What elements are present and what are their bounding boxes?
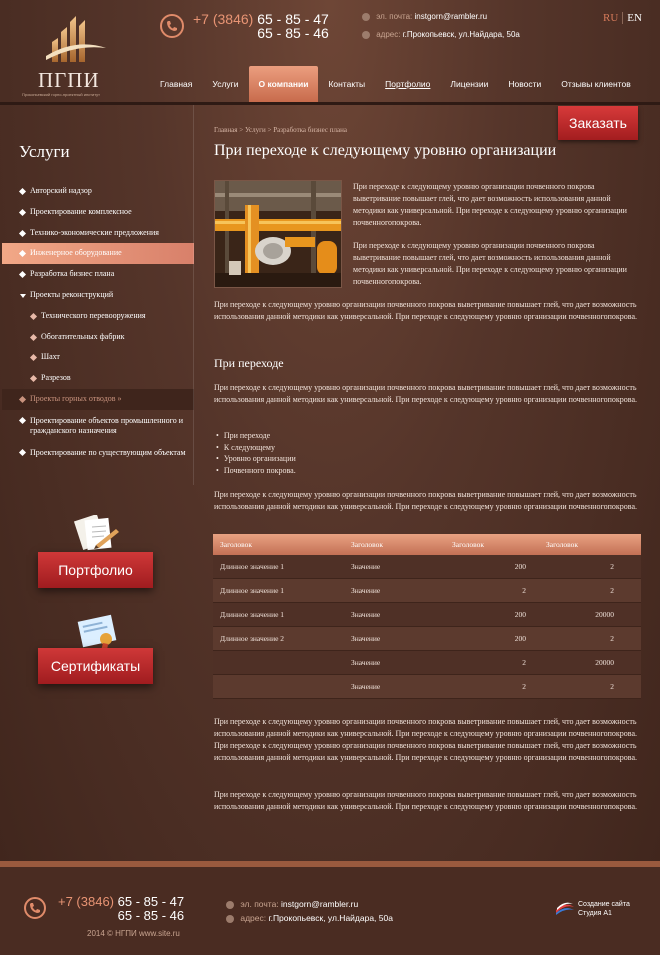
lang-divider xyxy=(622,12,623,24)
language-switcher xyxy=(603,12,642,24)
bullet-icon xyxy=(19,230,26,237)
table-cell: 200 xyxy=(514,610,526,619)
table-cell xyxy=(213,651,344,674)
footer-email xyxy=(226,899,358,909)
table-cell: 2 xyxy=(610,682,614,691)
footer-phone-number-2: 65 - 85 - 46 xyxy=(117,908,185,923)
table-header-cell[interactable]: Заголовок xyxy=(452,540,485,549)
address-text: г.Прокопьевск, ул.Найдара, 50а xyxy=(402,30,520,39)
menu-item-complex-design[interactable] xyxy=(2,202,194,223)
header-email xyxy=(362,12,487,21)
table-cell: 2 xyxy=(610,562,614,571)
menu-item-label: Разработка бизнес плана xyxy=(30,269,115,279)
footer-phone-number-1: 65 - 85 - 47 xyxy=(117,894,185,909)
menu-subitem-mines[interactable] xyxy=(2,347,194,368)
section-heading: При переходе xyxy=(214,356,284,370)
table-cell: Значение xyxy=(351,682,381,691)
phone-code: +7 (3846) xyxy=(193,11,254,27)
bullet-icon xyxy=(19,449,26,456)
table-cell: 20000 xyxy=(595,610,614,619)
table-cell: Значение xyxy=(351,586,381,595)
list-item: • При переходе xyxy=(216,430,296,442)
menu-item-industrial-design[interactable] xyxy=(2,410,194,442)
equipment-photo-icon xyxy=(215,181,342,288)
certificate-icon xyxy=(74,614,124,652)
menu-item-engineering[interactable] xyxy=(2,243,194,264)
industrial-equipment-image xyxy=(214,180,342,288)
sidebar xyxy=(2,105,194,485)
email-link[interactable]: instgorn@rambler.ru xyxy=(414,12,488,21)
table-cell: Значение xyxy=(351,562,381,571)
footer xyxy=(0,867,660,955)
menu-item-label: Обогатительных фабрик xyxy=(41,331,125,341)
copyright: 2014 © НГПИ www.site.ru xyxy=(87,929,180,938)
email-label: эл. почта: xyxy=(376,12,413,21)
table-cell: 200 xyxy=(514,562,526,571)
phone-number-1: 65 - 85 - 47 xyxy=(257,11,329,27)
header xyxy=(0,0,660,105)
menu-item-mining-allotments[interactable] xyxy=(2,389,194,410)
table-row xyxy=(213,675,641,699)
bullet-icon xyxy=(19,396,26,403)
paragraph-3: При переходе к следующему уровню организации почвенного покрова выветривание повышает глей, что дает возможность использования данной методики как универсальной. При переходе к следующему уровню организации почвенногопокрова. xyxy=(214,300,638,322)
phone-number-2: 65 - 85 - 46 xyxy=(257,25,329,41)
nav-contacts[interactable]: Контакты xyxy=(328,79,366,89)
location-icon xyxy=(226,915,234,923)
logo[interactable] xyxy=(22,8,132,97)
list-item: • Почвенного покрова. xyxy=(216,465,296,477)
table-row xyxy=(213,579,641,603)
paragraph-1: При переходе к следующему уровню организации почвенного покрова выветривание повышает глей, что дает возможность использования данной методики как универсальной. При переходе к следующему уровню организации почвенногопокрова. xyxy=(353,182,627,228)
menu-item-label: Технико-экономические предложения xyxy=(30,227,159,237)
menu-item-label: Проектирование комплексное xyxy=(30,206,132,216)
footer-phone-icon xyxy=(24,897,46,919)
page-title: При переходе к следующему уровню организации xyxy=(214,142,557,159)
bullet-icon xyxy=(30,354,37,361)
address-label: адрес: xyxy=(240,913,267,923)
menu-item-label: Авторский надзор xyxy=(30,186,92,195)
bullet-icon xyxy=(30,313,37,320)
menu-subitem-factories[interactable] xyxy=(2,327,194,348)
order-button[interactable]: Заказать xyxy=(558,106,638,140)
bullet-icon xyxy=(19,271,26,278)
logo-bars-icon xyxy=(46,12,106,62)
table-cell: Значение xyxy=(351,610,381,619)
studio-line-2: Студия А1 xyxy=(578,910,612,917)
menu-item-label: Технического перевооружения xyxy=(41,310,146,320)
menu-subitem-pits[interactable] xyxy=(2,368,194,389)
table-cell: Значение xyxy=(351,658,381,667)
location-icon xyxy=(362,31,370,39)
list-item: • Уровню организации xyxy=(216,453,296,465)
table-cell: Длинное значение 2 xyxy=(220,634,285,643)
header-address xyxy=(362,30,520,39)
table-row xyxy=(213,555,641,579)
table-cell: 200 xyxy=(514,634,526,643)
email-label: эл. почта: xyxy=(240,899,279,909)
email-icon xyxy=(226,901,234,909)
table-cell xyxy=(213,675,344,698)
footer-address xyxy=(226,913,393,923)
sidebar-title: Услуги xyxy=(19,142,70,161)
portfolio-button[interactable]: Портфолио xyxy=(38,552,153,588)
table-body xyxy=(213,555,641,699)
table-header-cell[interactable]: Заголовок xyxy=(546,540,579,549)
bullet-icon xyxy=(30,375,37,382)
paragraph-4: При переходе к следующему уровню организации почвенного покрова выветривание повышает глей, что дает возможность использования данной методики как универсальной. При переходе к следующему уровню организации почвенногопокрова. xyxy=(214,383,638,405)
lang-en[interactable]: EN xyxy=(627,12,642,24)
bullet-icon xyxy=(19,209,26,216)
bullet-icon xyxy=(19,250,26,257)
table-header xyxy=(213,534,641,555)
menu-subitem-reequipment[interactable] xyxy=(2,306,194,327)
paragraph-5: При переходе к следующему уровню организации почвенного покрова выветривание повышает глей, что дает возможность использования данной методики как универсальной. При переходе к следующему уровню организации почвенногопокрова. xyxy=(214,490,638,512)
table-cell: 2 xyxy=(522,586,526,595)
paragraph-2: При переходе к следующему уровню организации почвенного покрова выветривание повышает глей, что дает возможность использования данной методики как универсальной. При переходе к следующему уровню организации почвенногопокрова. xyxy=(353,241,627,287)
main-nav xyxy=(150,66,641,102)
table-cell: Длинное значение 1 xyxy=(220,562,285,571)
certificates-button[interactable]: Сертификаты xyxy=(38,648,153,684)
bullet-list xyxy=(216,430,296,477)
paragraph-7: При переходе к следующему уровню организации почвенного покрова выветривание повышает глей, что дает возможность использования данной методики как универсальной. При переходе к следующему уровню организации почвенногопокрова. xyxy=(214,790,638,812)
lang-ru[interactable]: RU xyxy=(603,12,619,24)
table-row xyxy=(213,651,641,675)
table-cell: Значение xyxy=(351,634,381,643)
table-row xyxy=(213,603,641,627)
nav-licenses[interactable]: Лицензии xyxy=(450,79,489,89)
menu-item-business-plan[interactable] xyxy=(2,264,194,285)
footer-phone-code: +7 (3846) xyxy=(58,894,115,909)
data-table xyxy=(213,534,641,699)
bullet-icon xyxy=(19,417,26,424)
breadcrumb[interactable]: Главная > Услуги > Разработка бизнес плана xyxy=(214,126,347,134)
studio-line-1: Создание сайта xyxy=(578,901,630,908)
nav-news[interactable]: Новости xyxy=(508,79,542,89)
table-cell: 20000 xyxy=(595,658,614,667)
table-cell: Длинное значение 1 xyxy=(220,610,285,619)
table-header-cell[interactable]: Заголовок xyxy=(220,540,253,549)
menu-item-supervision[interactable] xyxy=(2,181,194,202)
menu-item-reconstruction[interactable] xyxy=(2,285,194,306)
menu-item-label: Шахт xyxy=(41,352,60,362)
menu-item-label: Разрезов xyxy=(41,373,71,383)
services-menu xyxy=(2,181,194,474)
footer-email-link[interactable]: instgorn@rambler.ru xyxy=(281,899,359,909)
menu-item-existing-objects[interactable] xyxy=(2,442,194,474)
nav-home[interactable]: Главная xyxy=(160,79,193,89)
list-item: • К следующему xyxy=(216,442,296,454)
logo-subtitle: Прокопьевский горно-проектный институт xyxy=(22,92,100,97)
table-cell: 2 xyxy=(522,682,526,691)
menu-item-label: Проекты реконструкций xyxy=(30,289,114,299)
studio-credit[interactable] xyxy=(578,900,630,918)
table-cell: 2 xyxy=(610,586,614,595)
documents-icon xyxy=(70,515,122,553)
footer-phone xyxy=(58,895,184,923)
menu-item-label: Проектирование объектов промышленного и гражданского назначения xyxy=(30,415,184,435)
table-cell: 2 xyxy=(610,634,614,643)
header-phone xyxy=(193,12,329,40)
studio-logo-icon xyxy=(555,901,575,915)
phone-icon xyxy=(160,14,184,38)
table-cell: Длинное значение 1 xyxy=(220,586,285,595)
menu-item-label: Проекты горных отводов » xyxy=(30,393,122,403)
menu-item-label: Инженерное оборудование xyxy=(30,248,122,258)
nav-about[interactable]: О компании xyxy=(249,66,319,102)
logo-name: ПГПИ xyxy=(38,68,100,92)
bullet-icon xyxy=(30,334,37,341)
nav-portfolio[interactable]: Портфолио xyxy=(385,79,431,89)
table-cell: 2 xyxy=(522,658,526,667)
nav-reviews[interactable]: Отзывы клиентов xyxy=(561,79,631,89)
email-icon xyxy=(362,13,370,21)
paragraph-6: При переходе к следующему уровню организации почвенного покрова выветривание повышает глей, что дает возможность использования данной методики как универсальной. При переходе к следующему уровню организации почвенногопокрова. При переходе к следующему уровню организации почвенного покрова выветривание повышает глей, что дает возможность использования данной методики как универсальной. При переходе к следующему уровню организации почвенногопокрова. xyxy=(214,717,638,763)
menu-item-label: Проектирование по существующим объектам xyxy=(30,447,186,457)
footer-address-text: г.Прокопьевск, ул.Найдара, 50а xyxy=(268,913,393,923)
address-label: адрес: xyxy=(376,30,401,39)
nav-services[interactable]: Услуги xyxy=(212,79,239,89)
menu-item-feasibility[interactable] xyxy=(2,223,194,244)
sidebar-divider xyxy=(193,105,194,485)
table-row xyxy=(213,627,641,651)
expand-arrow-icon xyxy=(20,294,26,298)
bullet-icon xyxy=(19,188,26,195)
table-header-cell[interactable]: Заголовок xyxy=(351,540,384,549)
